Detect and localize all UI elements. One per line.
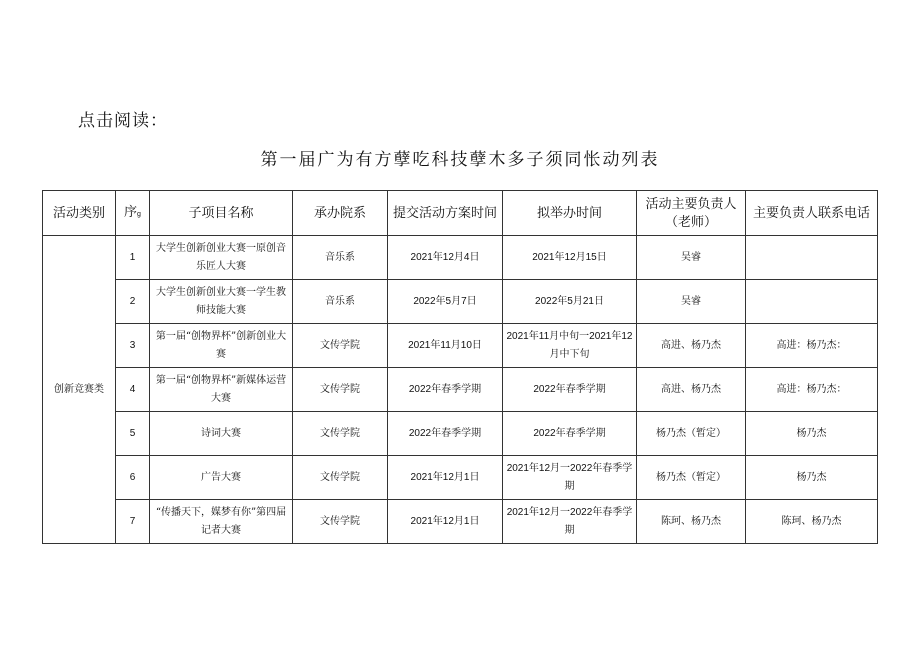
header-hold-time: 拟举办时间 bbox=[503, 191, 637, 236]
project-cell: 广告大赛 bbox=[150, 456, 293, 500]
seq-cell: 4 bbox=[116, 368, 150, 412]
header-submit-time: 提交活动方案时间 bbox=[388, 191, 503, 236]
activity-table bbox=[42, 190, 878, 544]
header-project: 子项目名称 bbox=[150, 191, 293, 236]
seq-cell: 3 bbox=[116, 324, 150, 368]
seq-cell: 5 bbox=[116, 412, 150, 456]
contact-cell: 杨乃杰 bbox=[746, 412, 878, 456]
contact-cell: 高进：杨乃杰： bbox=[746, 368, 878, 412]
project-cell: 大学生创新创业大赛一学生教师技能大赛 bbox=[150, 280, 293, 324]
header-category: 活动类别 bbox=[43, 191, 116, 236]
department-cell: 文传学院 bbox=[293, 500, 388, 544]
department-cell: 文传学院 bbox=[293, 412, 388, 456]
project-cell: 大学生创新创业大赛一原创音乐匠人大赛 bbox=[150, 236, 293, 280]
table-row bbox=[43, 236, 878, 280]
contact-cell: 陈珂、杨乃杰 bbox=[746, 500, 878, 544]
table-row bbox=[43, 368, 878, 412]
hold-time-cell: 2022年春季学期 bbox=[503, 368, 637, 412]
seq-cell: 1 bbox=[116, 236, 150, 280]
hold-time-cell: 2021年12月15日 bbox=[503, 236, 637, 280]
header-row bbox=[43, 191, 878, 236]
leader-cell: 高进、杨乃杰 bbox=[637, 368, 746, 412]
leader-cell: 杨乃杰（暂定） bbox=[637, 412, 746, 456]
seq-cell: 2 bbox=[116, 280, 150, 324]
seq-cell: 6 bbox=[116, 456, 150, 500]
header-leader: 活动主要负责人（老师） bbox=[637, 191, 746, 236]
hold-time-cell: 2021年12月一2022年春季学期 bbox=[503, 456, 637, 500]
project-cell: 第一届“创物界杯”创新创业大赛 bbox=[150, 324, 293, 368]
table-row bbox=[43, 412, 878, 456]
project-cell: 诗词大赛 bbox=[150, 412, 293, 456]
department-cell: 文传学院 bbox=[293, 456, 388, 500]
submit-time-cell: 2021年11月10日 bbox=[388, 324, 503, 368]
submit-time-cell: 2022年春季学期 bbox=[388, 368, 503, 412]
submit-time-cell: 2022年春季学期 bbox=[388, 412, 503, 456]
leader-cell: 杨乃杰（暂定） bbox=[637, 456, 746, 500]
department-cell: 文传学院 bbox=[293, 368, 388, 412]
header-seq bbox=[116, 191, 150, 236]
header-department: 承办院系 bbox=[293, 191, 388, 236]
document-title: 第一届广为有方孽吃科技孽木多子须同怅动列表 bbox=[260, 150, 660, 170]
submit-time-cell: 2021年12月1日 bbox=[388, 500, 503, 544]
submit-time-cell: 2021年12月4日 bbox=[388, 236, 503, 280]
header-contact: 主要负责人联系电话 bbox=[746, 191, 878, 236]
department-cell: 音乐系 bbox=[293, 236, 388, 280]
leader-cell: 吴睿 bbox=[637, 236, 746, 280]
contact-cell: 杨乃杰 bbox=[746, 456, 878, 500]
table-row bbox=[43, 324, 878, 368]
header-seq-main: 序 bbox=[124, 203, 138, 219]
read-label[interactable]: 点击阅读： bbox=[78, 111, 168, 131]
hold-time-cell: 2021年11月中旬一2021年12月中下旬 bbox=[503, 324, 637, 368]
hold-time-cell: 2022年5月21日 bbox=[503, 280, 637, 324]
hold-time-cell: 2021年12月一2022年春季学期 bbox=[503, 500, 637, 544]
table-row bbox=[43, 456, 878, 500]
department-cell: 音乐系 bbox=[293, 280, 388, 324]
header-seq-sub: g bbox=[137, 210, 141, 218]
contact-cell bbox=[746, 280, 878, 324]
contact-cell: 高进：杨乃杰： bbox=[746, 324, 878, 368]
project-cell: 第一届“创物界杯”新媒体运营大赛 bbox=[150, 368, 293, 412]
leader-cell: 吴睿 bbox=[637, 280, 746, 324]
project-cell: “传播天下，媒梦有你”第四届记者大赛 bbox=[150, 500, 293, 544]
leader-cell: 陈珂、杨乃杰 bbox=[637, 500, 746, 544]
category-cell: 创新竞赛类 bbox=[43, 236, 116, 544]
hold-time-cell: 2022年春季学期 bbox=[503, 412, 637, 456]
contact-cell bbox=[746, 236, 878, 280]
submit-time-cell: 2021年12月1日 bbox=[388, 456, 503, 500]
table-row bbox=[43, 500, 878, 544]
seq-cell: 7 bbox=[116, 500, 150, 544]
department-cell: 文传学院 bbox=[293, 324, 388, 368]
table-row bbox=[43, 280, 878, 324]
submit-time-cell: 2022年5月7日 bbox=[388, 280, 503, 324]
leader-cell: 高进、杨乃杰 bbox=[637, 324, 746, 368]
